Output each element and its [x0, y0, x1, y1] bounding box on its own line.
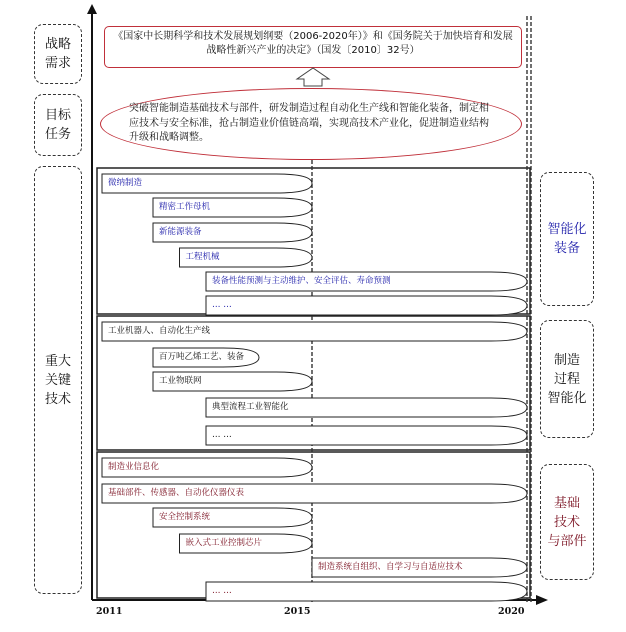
- timeline-bar-label: 工业物联网: [159, 376, 202, 386]
- timeline-bar: [206, 296, 527, 315]
- timeline-bar-label: … …: [212, 430, 232, 440]
- timeline-bar-label: 制造系统自组织、自学习与自适应技术: [318, 562, 463, 572]
- tick-label-2015: 2015: [284, 606, 311, 617]
- timeline-bar-label: 新能源装备: [159, 227, 202, 237]
- timeline-bar: [206, 582, 527, 601]
- timeline-bar-label: 百万吨乙烯工艺、装备: [159, 352, 245, 362]
- flow-arrow: [297, 68, 329, 86]
- timeline-bar-label: 工业机器人、自动化生产线: [108, 326, 211, 336]
- label-strategy-demand: 战略 需求: [34, 24, 82, 84]
- label-key-technologies: 重大 关键 技术: [34, 166, 82, 594]
- timeline-bar-label: 安全控制系统: [159, 512, 211, 522]
- timeline-bar: [206, 426, 527, 445]
- timeline-bar-label: 精密工作母机: [159, 202, 211, 212]
- timeline-bar-label: … …: [212, 586, 232, 596]
- label-goal-tasks: 目标 任务: [34, 94, 82, 156]
- timeline-bar-label: 制造业信息化: [108, 462, 160, 472]
- timeline-bar-label: 基础部件、传感器、自动化仪器仪表: [108, 488, 245, 498]
- y-axis-arrowhead: [87, 4, 97, 14]
- strategy-document-box: 《国家中长期科学和技术发展规划纲要（2006-2020年）》和《国务院关于加快培育和发展战略性新兴产业的决定》（国发〔2010〕32号）: [104, 26, 522, 68]
- timeline-bar-label: 微纳制造: [108, 178, 143, 188]
- timeline-bar-label: … …: [212, 300, 232, 310]
- timeline-bar-label: 典型流程工业智能化: [212, 402, 289, 412]
- x-axis-arrowhead: [536, 595, 548, 605]
- label-process-intelligence: 制造 过程 智能化: [540, 320, 594, 438]
- tick-label-2020: 2020: [498, 606, 525, 617]
- timeline-bar-label: 装备性能预测与主动维护、安全评估、寿命预测: [212, 276, 391, 286]
- tick-label-2011: 2011: [96, 606, 123, 617]
- label-intelligent-equipment: 智能化 装备: [540, 172, 594, 306]
- timeline-bar-label: 嵌入式工业控制芯片: [185, 538, 263, 548]
- goal-ellipse: 突破智能制造基础技术与部件，研发制造过程自动化生产线和智能化装备，制定相应技术与安全标准，抢占制造业价值链高端，实现高技术产业化，促进制造业结构升级和战略调整。: [100, 88, 522, 160]
- timeline-bar-label: 工程机械: [185, 252, 220, 262]
- label-foundation-components: 基础 技术 与部件: [540, 464, 594, 580]
